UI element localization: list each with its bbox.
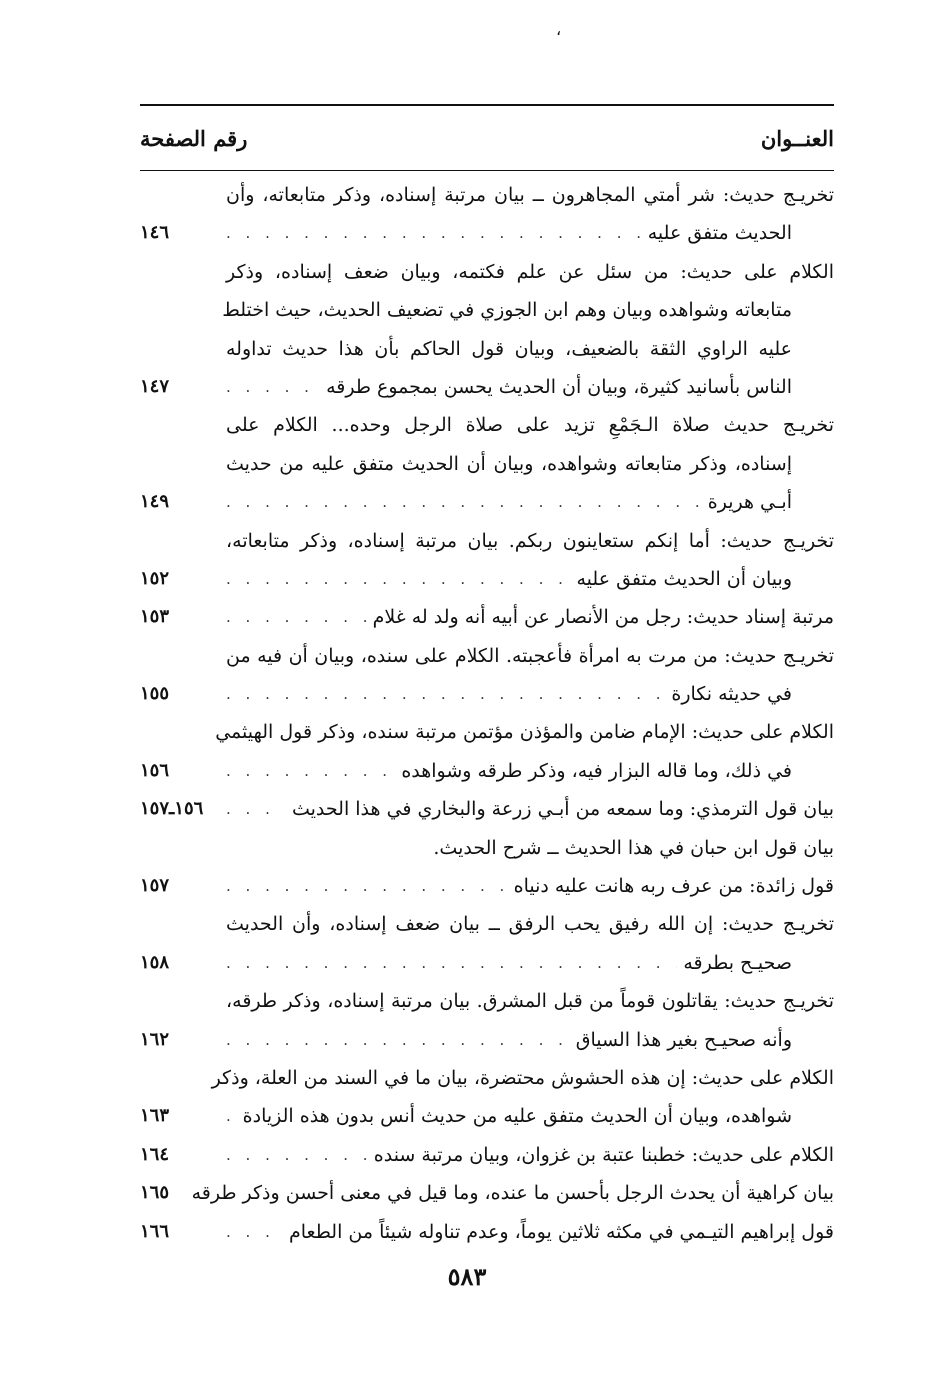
entry-title-text: الكلام على حديث: خطبنا عتبة بن غزوان، وبيان مرتبة سنده: [373, 1143, 834, 1166]
title-column-heading: العنــوان: [760, 125, 834, 151]
entry-page-number: ١٥٥: [140, 683, 170, 705]
dot-leader: [226, 1136, 368, 1174]
entry-title-text: أبـي هريرة: [707, 491, 792, 514]
entry-title-text: الكلام على حديث: من سئل عن علم فكتمه، وبيان ضعف إسناده، وذكر: [226, 260, 834, 283]
entry-line: [140, 214, 834, 252]
entry-line: [140, 867, 834, 905]
entry-title-text: في ذلك، وما قاله البزار فيه، وذكر طرقه وشواهده: [401, 759, 792, 782]
entry-line: [140, 445, 834, 483]
entry-line: [140, 560, 834, 598]
entry-line: [140, 905, 834, 943]
index-entry: [140, 790, 834, 828]
entry-title-text: الحديث متفق عليه: [647, 222, 792, 245]
entry-page-number: ١٤٧: [140, 375, 170, 397]
entry-page-number: ١٤٩: [140, 491, 170, 513]
entry-page-number: ١٥٢: [140, 567, 170, 589]
entry-page-number: ١٥٨: [140, 951, 170, 973]
dot-leader: [226, 560, 571, 598]
entry-line: [140, 790, 834, 828]
entry-title-text: الناس بأسانيد كثيرة، وبيان أن الحديث يحسن بمجموع طرقه: [326, 375, 792, 398]
entry-title-text: تخريـج حديث: أما إنكم ستعاينون ربكم. بيان مرتبة إسناده، وذكر متابعاته،: [226, 529, 834, 552]
index-entry: [140, 1059, 834, 1136]
entry-title-text: تخريـج حديث: يقاتلون قوماً من قبل المشرق. بيان مرتبة إسناده، وذكر طرقه،: [226, 990, 834, 1013]
entry-line: [140, 1174, 834, 1212]
entry-line: [140, 944, 834, 982]
entry-title-text: وبيان أن الحديث متفق عليه: [576, 567, 792, 590]
entry-title-text: تخريـج حديث: إن الله رفيق يحب الرفق ــ بيان ضعف إسناده، وأن الحديث: [226, 913, 834, 936]
entry-title-text: قول إبراهيم التيـمي في مكثه ثلاثين يوماً، وعدم تناوله شيئاً من الطعام: [288, 1220, 834, 1243]
index-entries: [140, 176, 834, 1251]
dot-leader: [226, 675, 665, 713]
index-entry: [140, 637, 834, 714]
entry-title-text: تخريـج حديث: شر أمتي المجاهرون ــ بيان مرتبة إسناده، وذكر متابعاته، وأن: [226, 184, 834, 206]
index-entry: [140, 253, 834, 407]
entry-title-text: مرتبة إسناد حديث: رجل من الأنصار عن أبيه أنه ولد له غلام: [372, 606, 834, 629]
index-entry: [140, 1136, 834, 1174]
dot-leader: [226, 944, 677, 982]
entry-page-number: ١٦٥: [140, 1182, 170, 1204]
entry-line: [140, 1213, 834, 1251]
entry-line: [140, 598, 834, 636]
top-rule: [140, 104, 834, 106]
dot-leader: [226, 752, 395, 790]
index-entry: [140, 1174, 834, 1212]
entry-line: [140, 675, 834, 713]
entry-title-text: متابعاته وشواهده وبيان وهم ابن الجوزي في تضعيف الحديث، حيث اختلط: [222, 299, 792, 322]
index-entry: [140, 1213, 834, 1251]
dot-leader: [226, 214, 642, 252]
entry-line: [140, 330, 834, 368]
index-entry: [140, 829, 834, 867]
index-entry: [140, 406, 834, 521]
dot-leader: [226, 1213, 283, 1251]
table-header: [140, 118, 834, 158]
entry-line: [140, 368, 834, 406]
entry-title-text: بيان قول ابن حبان في هذا الحديث ــ شرح الحديث.: [433, 836, 834, 859]
page-mark: ،: [556, 20, 562, 39]
entry-line: [140, 483, 834, 521]
index-entry: [140, 905, 834, 982]
dot-leader: [226, 1097, 237, 1135]
entry-page-number: ١٥٣: [140, 606, 170, 628]
index-entry: [140, 982, 834, 1059]
page-number: ٥٨٣: [447, 1262, 487, 1291]
index-entry: [140, 176, 834, 253]
entry-page-number: ١٦٣: [140, 1105, 170, 1127]
entry-page-number: ١٥٧: [140, 875, 170, 897]
entry-line: [140, 1136, 834, 1174]
entry-line: [140, 713, 834, 751]
entry-line: [140, 1097, 834, 1135]
entry-line: [140, 406, 834, 444]
dot-leader: [226, 598, 367, 636]
entry-line: [140, 829, 834, 867]
entry-title-text: في حديثه نكارة: [671, 683, 792, 706]
entry-title-text: صحيـح بطرقه: [683, 951, 792, 974]
entry-title-text: عليه الراوي الثقة بالضعيف، وبيان قول الحاكم بأن هذا حديث تداوله: [226, 337, 792, 360]
entry-page-number: ١٤٦: [140, 222, 170, 244]
entry-line: [140, 1059, 834, 1097]
entry-page-number: ١٦٦: [140, 1220, 170, 1242]
entry-title-text: وأنه صحيـح بغير هذا السياق: [575, 1028, 792, 1051]
entry-page-number: ١٦٤: [140, 1143, 170, 1165]
entry-page-number: ١٥٦ـ١٥٧: [140, 798, 204, 820]
entry-line: [140, 522, 834, 560]
index-entry: [140, 867, 834, 905]
dot-leader: [226, 867, 508, 905]
dot-leader: [226, 483, 702, 521]
index-entry: [140, 598, 834, 636]
dot-leader: [226, 368, 320, 406]
entry-line: [140, 752, 834, 790]
entry-title-text: بيان كراهية أن يحدث الرجل بأحسن ما عنده، وما قيل في معنى أحسن وذكر طرقه: [191, 1182, 834, 1205]
entry-line: [140, 291, 834, 329]
entry-title-text: تخريـج حديث صلاة الـجَمْعِ تزيد على صلاة الرجل وحده... الكلام على: [226, 414, 834, 437]
entry-title-text: الكلام على حديث: الإمام ضامن والمؤذن مؤتمن مرتبة سنده، وذكر قول الهيثمي: [215, 721, 834, 744]
entry-title-text: إسناده، وذكر متابعاته وشواهده، وبيان أن الحديث متفق عليه من حديث: [226, 452, 792, 475]
entry-title-text: بيان قول الترمذي: وما سمعه من أبـي زرعة والبخاري في هذا الحديث: [291, 798, 834, 821]
header-rule: [140, 170, 834, 171]
index-entry: [140, 522, 834, 599]
dot-leader: [226, 790, 286, 828]
entry-title-text: قول زائدة: من عرف ربه هانت عليه دنياه: [513, 875, 834, 898]
entry-title-text: الكلام على حديث: إن هذه الحشوش محتضرة، بيان ما في السند من العلة، وذكر: [211, 1066, 834, 1089]
page-column-heading: رقم الصفحة: [140, 125, 248, 151]
entry-line: [140, 176, 834, 214]
dot-leader: [226, 1021, 570, 1059]
entry-line: [140, 982, 834, 1020]
entry-title-text: شواهده، وبيان أن الحديث متفق عليه من حديث أنس بدون هذه الزيادة: [242, 1105, 792, 1128]
entry-line: [140, 637, 834, 675]
entry-line: [140, 1021, 834, 1059]
entry-title-text: تخريـج حديث: من مرت به امرأة فأعجبته. الكلام على سنده، وبيان أن فيه من: [226, 644, 834, 667]
entry-line: [140, 253, 834, 291]
entry-page-number: ١٦٢: [140, 1028, 170, 1050]
index-entry: [140, 713, 834, 790]
entry-page-number: ١٥٦: [140, 759, 170, 781]
